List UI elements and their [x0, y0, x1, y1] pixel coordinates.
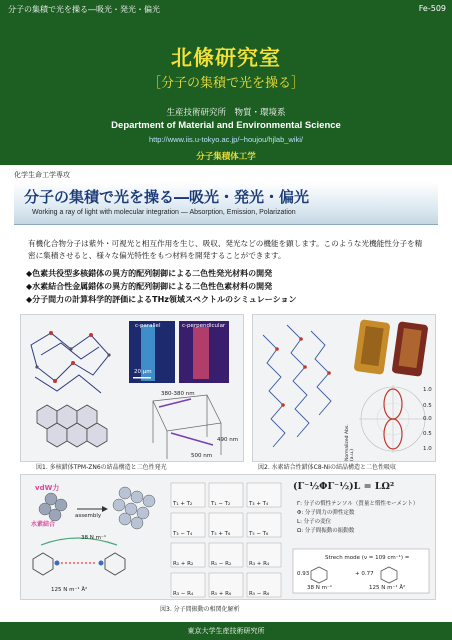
intro-text: 有機化合物分子は紫外・可視光と相互作用を生じ、吸収、発光などの機能を顕します。このような光機能性分子を精密に集積させると、様々な偏光特性をもつ材料を開発することができます。	[28, 239, 423, 260]
institute: 生産技術研究所 物質・環境系	[166, 108, 286, 118]
bullet-item: ◆分子間力の計算科学的評価によるTHz領域スペクトルのシミュレーション	[26, 295, 297, 304]
polar-ytick: 0.0	[423, 416, 432, 422]
force-constant-3: 38 N m⁻¹	[307, 585, 333, 591]
force-constant-4: 125 N m⁻¹ Å²	[369, 585, 406, 591]
figure-2-graphic	[253, 315, 435, 461]
tile-label: T₃ + T₄	[249, 501, 269, 507]
header-banner	[0, 0, 452, 165]
stretch-coef-2: + 0.77	[355, 571, 374, 577]
tile-label: R₁ − R₂	[211, 561, 232, 567]
tile-label: T₅ + T₆	[211, 531, 231, 537]
polar-ytick: 1.0	[423, 387, 432, 393]
polar-ytick: 1.0	[423, 446, 432, 452]
force-constant-2: 125 N m⁻¹ Å²	[51, 587, 88, 593]
equation-legend-item: Γ: 分子の慣性テンソル（質量と慣性モーメント）	[297, 501, 419, 507]
tile-label: R₅ − R₆	[249, 591, 270, 597]
tile-label: R₁ + R₂	[173, 561, 194, 567]
assembly-label: assembly	[75, 513, 102, 519]
group-name: 分子集積体工学	[196, 152, 256, 162]
figure-3	[20, 474, 436, 600]
poster-code: Fe-509	[418, 4, 446, 13]
polar-ytick: 0.5	[423, 431, 432, 437]
major-label: 化学生命工学専攻	[14, 171, 70, 179]
figure-1-caption: 図1. 多核錯体TPM-ZN6の結晶構造と二色性発光	[36, 464, 167, 471]
wavelength-range-2: 490 nm	[217, 437, 239, 443]
top-title: 分子の集積で光を操る―吸光・発光・偏光	[8, 5, 160, 14]
figure-1-graphic	[21, 315, 243, 461]
tile-label: R₅ + R₆	[211, 591, 232, 597]
poster-subtitle: Working a ray of light with molecular integration — Absorption, Emission, Polarization	[32, 209, 296, 216]
polar-ytick: 0.5	[423, 403, 432, 409]
lab-subtitle: ［分子の集積で光を操る］	[147, 76, 304, 91]
equation-legend-item: Ω: 分子間振動の振動数	[297, 528, 355, 534]
department: Department of Material and Environmental Science	[111, 120, 341, 131]
tile-label: T₅ − T₆	[249, 531, 269, 537]
tile-label: R₃ − R₄	[173, 591, 194, 597]
label-c-perpendicular: c-perpendicular	[182, 323, 226, 329]
polar-ylabel: Normalized Abs. (a.u.)	[345, 424, 355, 461]
equation-legend-item: L: 分子の変位	[297, 519, 332, 525]
tile-label: T₃ − T₄	[173, 531, 193, 537]
bullet-item: ◆水素結合性金属錯体の異方的配列制御による二色性色素材料の開発	[26, 282, 273, 291]
eigen-equation: (Γ⁻½ΦΓ⁻½)L = LΩ²	[293, 481, 395, 492]
wavelength-range-1: 380-380 nm	[161, 391, 195, 397]
tile-label: T₁ + T₂	[173, 501, 193, 507]
figure-2-caption: 図2. 水素結合性錯体C8-Niの結晶構造と二色性吸収	[258, 464, 396, 471]
tile-label: T₁ − T₂	[211, 501, 231, 507]
vdw-label: vdW力	[35, 484, 60, 492]
poster-title: 分子の集積で光を操る―吸光・発光・偏光	[24, 188, 310, 206]
bullet-item: ◆色素共役型多核錯体の異方的配列制御による二色性発光材料の開発	[26, 269, 273, 278]
stretch-mode-label: Strech mode (ν = 109 cm⁻¹) =	[325, 555, 410, 561]
title-band	[14, 182, 438, 225]
figure-1	[20, 314, 244, 462]
label-c-parallel: c-parallel	[135, 323, 161, 329]
equation-legend-item: Φ: 分子間力の弾性定数	[297, 510, 355, 516]
lab-name: 北條研究室	[171, 46, 281, 70]
figure-2	[252, 314, 436, 462]
stretch-coef-1: 0.93	[297, 571, 310, 577]
force-constant-1: 38 N m⁻¹	[81, 535, 107, 541]
wavelength-range-3: 500 nm	[191, 453, 213, 459]
footer: 東京大学生産技術研究所	[0, 622, 452, 640]
scale-bar-label: 20 μm	[134, 369, 152, 375]
lab-url-link[interactable]: http://www.iis.u-tokyo.ac.jp/~houjou/hjlab_wiki/	[148, 135, 304, 144]
header-topline	[8, 4, 446, 17]
tile-label: R₃ + R₄	[249, 561, 270, 567]
figure-3-caption: 図3. 分子間振動の相関化解析	[160, 606, 240, 613]
hbond-label: 水素結合	[31, 521, 56, 528]
